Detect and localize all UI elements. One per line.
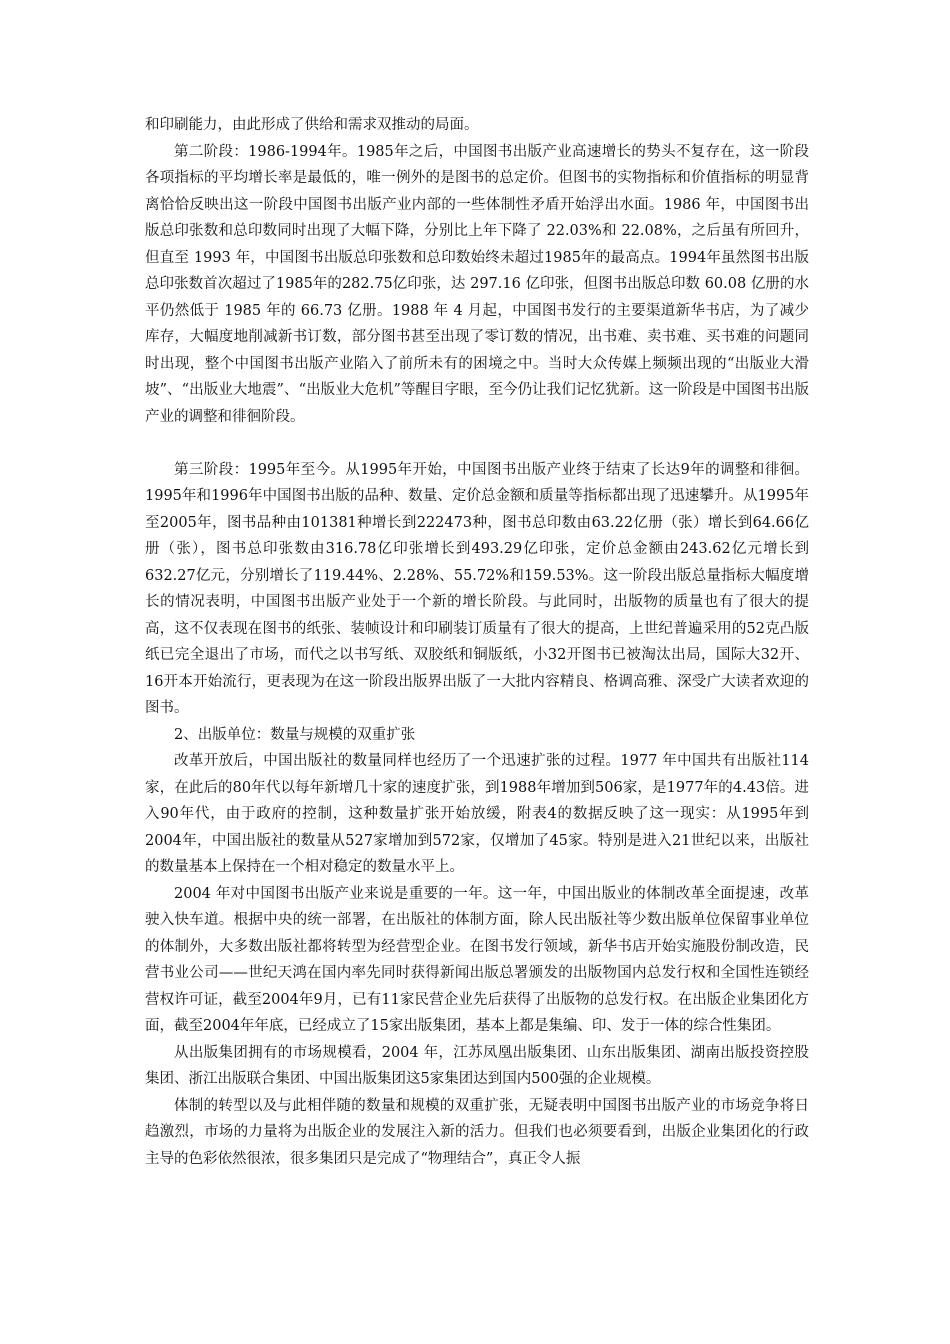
section-heading-publishers: 2、出版单位：数量与规模的双重扩张 [174, 726, 416, 743]
paragraph-stage-two: 第二阶段：1986-1994年。1985年之后，中国图书出版产业高速增长的势头不复存在，这一阶段各项指标的平均增长率是最低的，唯一例外的是图书的总定价。但图书的实物指标和价值指标的明显背离恰恰反映出这一阶段中国图书出版产业内部的一些体制性矛盾开始浮出水面。1986 年，中国图书出版总印张数和总印数同时出现了大幅下降，分别比上年下降了 22.03%和 22.08%，之后虽有所回升，但直至 1993 年，中国图书出版总印张数和总印数始终未超过1985年的最高点。1994年虽然图书出版总印张数首次超过了1985年的282.75亿印张，达 297.16 亿印张，但图书出版总印数 60.08 亿册的水平仍然低于 1985 年的 66.73 亿册。1988 年 4 月起，中国图书发行的主要渠道新华书店，为了减少库存，大幅度地削减新书订数，部分图书甚至出现了零订数的情况，出书难、卖书难、买书难的问题同时出现，整个中国图书出版产业陷入了前所未有的困境之中。当时大众传媒上频频出现的“出版业大滑坡”、“出版业大地震”、“出版业大危机”等醒目字眼，至今仍让我们记忆犹新。这一阶段是中国图书出版产业的调整和徘徊阶段。 [145, 143, 809, 425]
paragraph-market-scale: 从出版集团拥有的市场规模看，2004 年，江苏凤凰出版集团、山东出版集团、湖南出版投资控股集团、浙江出版联合集团、中国出版集团这5家集团达到国内500强的企业规模。 [145, 1044, 809, 1087]
paragraph-continuation: 和印刷能力，由此形成了供给和需求双推动的局面。 [145, 117, 479, 133]
paragraph-stage-three: 第三阶段：1995年至今。从1995年开始，中国图书出版产业终于结束了长达9年的调整和徘徊。1995年和1996年中国图书出版的品种、数量、定价总金额和质量等指标都出现了迅速攀升。从1995年至2005年，图书品种由101381种增长到222473种，图书总印数由63.22亿册（张）增长到64.66亿册（张），图书总印张数由316.78亿印张增长到493.29亿印张，定价总金额由243.62亿元增长到632.27亿元，分别增长了119.44%、2.28%、55.72%和159.53%。这一阶段出版总量指标大幅度增长的情况表明，中国图书出版产业处于一个新的增长阶段。与此同时，出版物的质量也有了很大的提高，这不仅表现在图书的纸张、装帧设计和印刷装订质量有了很大的提高，上世纪普遍采用的52克凸版纸已完全退出了市场，而代之以书写纸、双胶纸和铜版纸，小32开图书已被淘汰出局，国际大32开、16开本开始流行，更表现为在这一阶段出版界出版了一大批内容精良、格调高雅、深受广大读者欢迎的图书。 [145, 461, 809, 716]
paragraph-competition: 体制的转型以及与此相伴随的数量和规模的双重扩张，无疑表明中国图书出版产业的市场竞争将日趋激烈，市场的力量将为出版企业的发展注入新的活力。但我们也必须要看到，出版企业集团化的行政主导的色彩依然很浓，很多集团只是完成了“物理结合”，真正令人振 [145, 1097, 809, 1167]
paragraph-2004-reform: 2004 年对中国图书出版产业来说是重要的一年。这一年，中国出版业的体制改革全面提速，改革驶入快车道。根据中央的统一部署，在出版社的体制方面，除人民出版社等少数出版单位保留事业单位的体制外，大多数出版社都将转型为经营型企业。在图书发行领域，新华书店开始实施股份制改造，民营书业公司——世纪天鸿在国内率先同时获得新闻出版总署颁发的出版物国内总发行权和全国性连锁经营权许可证，截至2004年9月，已有11家民营企业先后获得了出版物的总发行权。在出版企业集团化方面，截至2004年年底，已经成立了15家出版集团，基本上都是集编、印、发于一体的综合性集团。 [145, 885, 809, 1034]
paragraph-publisher-expansion: 改革开放后，中国出版社的数量同样也经历了一个迅速扩张的过程。1977 年中国共有出版社114家，在此后的80年代以每年新增几十家的速度扩张，到1988年增加到506家，是1977年的4.43倍。进入90年代，由于政府的控制，这种数量扩张开始放缓，附表4的数据反映了这一现实：从1995年到2004年，中国出版社的数量从527家增加到572家，仅增加了45家。特别是进入21世纪以来，出版社的数量基本上保持在一个相对稳定的数量水平上。 [145, 753, 809, 875]
document-page [145, 112, 809, 1172]
